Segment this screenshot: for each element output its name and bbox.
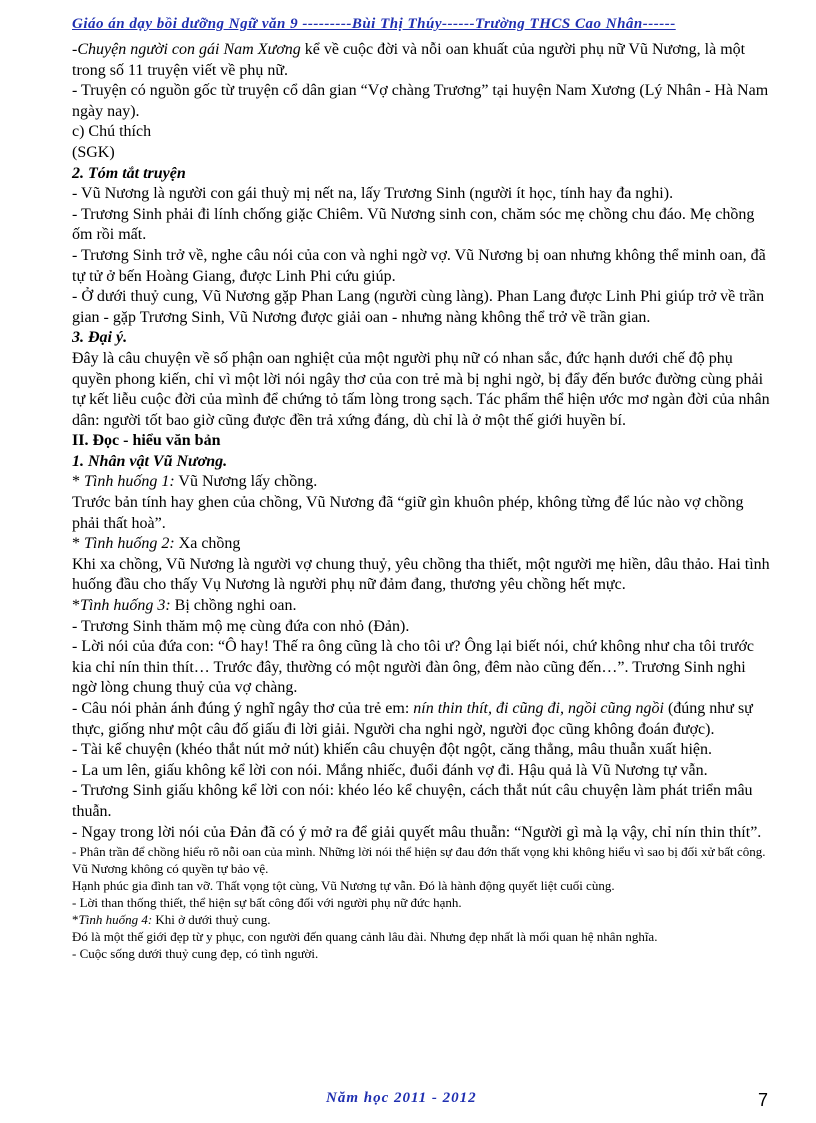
paragraph: - Lời nói của đứa con: “Ô hay! Thế ra ông cũng là cho tôi ư? Ông lại biết nói, chứ không như cha tôi trước kia chỉ nín thin thít… Trước đây, thường có một người đàn ông, đêm nào cũng đến…”. Trương Sinh nghi ngờ lòng chung thuỷ của vợ chàng. — [72, 638, 755, 697]
text: Vũ Nương lấy chồng. — [174, 473, 318, 491]
bullet: * — [72, 597, 80, 615]
page-number: 7 — [758, 1090, 769, 1110]
paragraph: - Trương Sinh giấu không kể lời con nói: khéo léo kể chuyện, cách thắt nút câu chuyện làm phát triển mâu thuẫn. — [72, 782, 753, 820]
paragraph: - Ở dưới thuỷ cung, Vũ Nương gặp Phan Lang (người cùng làng). Phan Lang được Linh Phi giúp trở về trần gian - gặp Trương Sinh, Vũ Nương được giải oan - nhưng nàng không thể trở về trần gian. — [72, 288, 765, 326]
text: Khi ở dưới thuỷ cung. — [152, 912, 271, 928]
situation-label: Tình huống 1: — [84, 473, 175, 491]
paragraph: Đây là câu chuyện về số phận oan nghiệt của một người phụ nữ có nhan sắc, đức hạnh dưới chế độ phụ quyền phong kiến, chỉ vì một lời nói ngây thơ của con trẻ mà bị nghi ngờ, bị đẩy đến bước đường cùng phải tự kết liễu cuộc đời của mình để chứng tỏ tấm lòng trong sạch. Tác phẩm thể hiện ước mơ ngàn đời của nhân dân: người tốt bao giờ cũng được đền trả xứng đáng, dù chỉ là ở một thế giới huyền bí. — [72, 349, 770, 429]
paragraph — [72, 534, 772, 555]
section-heading: 3. Đại ý. — [72, 329, 128, 347]
document-body — [72, 40, 772, 962]
paragraph: - Trương Sinh trở về, nghe câu nói của con và nghi ngờ vợ. Vũ Nương bị oan nhưng không thể minh oan, đã tự tử ở bến Hoàng Giang, được Linh Phi cứu giúp. — [72, 246, 766, 285]
small-paragraph: - Lời than thống thiết, thể hiện sự bất công đối với người phụ nữ đức hạnh. — [72, 895, 462, 911]
small-paragraph: - Phân trần để chồng hiểu rõ nỗi oan của mình. Những lời nói thể hiện sự đau đớn thất vọng khi không hiểu vì sao bị đối xử bất công. Vũ Nương không có quyền tự bảo vệ. — [72, 844, 766, 877]
paragraph: (SGK) — [72, 143, 115, 161]
page-footer: Năm học 2011 - 2012 — [326, 1090, 477, 1106]
paragraph: Khi xa chồng, Vũ Nương là người vợ chung thuỷ, yêu chồng tha thiết, một người mẹ hiền, dâu thảo. Hai tình huống đầu cho thấy Vụ Nương là người phụ nữ đảm đang, thương yêu chồng hết mực. — [72, 555, 770, 594]
paragraph: Trước bản tính hay ghen của chồng, Vũ Nương đã “giữ gìn khuôn phép, không từng để lúc nào vợ chồng phải thất hoà”. — [72, 494, 744, 532]
paragraph: - Ngay trong lời nói của Đản đã có ý mở ra để giải quyết mâu thuẫn: “Người gì mà lạ vậy, chỉ nín thin thít”. — [72, 823, 762, 841]
situation-label: Tình huống 2: — [84, 535, 175, 553]
small-paragraph: Đó là một thế giới đẹp từ y phục, con người đến quang cảnh lâu đài. Nhưng đẹp nhất là mối quan hệ nhân nghĩa. — [72, 929, 658, 945]
paragraph — [72, 596, 772, 617]
paragraph: - La um lên, giấu không kể lời con nói. Mắng nhiếc, đuổi đánh vợ đi. Hậu quả là Vũ Nương tự vẫn. — [72, 761, 708, 779]
text: Xa chồng — [174, 535, 241, 553]
text: - Câu nói phản ánh đúng ý nghĩ ngây thơ của trẻ em: — [72, 700, 414, 717]
quote: nín thin thít, đi cũng đi, ngồi cũng ngồi — [413, 700, 664, 717]
bullet: * — [72, 912, 79, 928]
small-paragraph: Hạnh phúc gia đình tan vỡ. Thất vọng tột cùng, Vũ Nương tự vẫn. Đó là hành động quyết liệt cuối cùng. — [72, 878, 615, 894]
paragraph — [72, 40, 772, 81]
situation-label: Tình huống 4: — [78, 912, 153, 928]
page-header: Giáo án dạy bồi dưỡng Ngữ văn 9 ---------Bùi Thị Thúy------Trường THCS Cao Nhân------ — [72, 16, 676, 32]
text: (đúng như sự thực, giống như một câu đố giấu đi lời giải. Người cha nghi ngờ, người đọc cũng không đoán được). — [72, 700, 753, 738]
section-heading: II. Đọc - hiểu văn bản — [72, 432, 221, 450]
bullet: * — [72, 473, 84, 491]
bullet: * — [72, 535, 84, 553]
paragraph: - Truyện có nguồn gốc từ truyện cổ dân gian “Vợ chàng Trương” tại huyện Nam Xương (Lý Nhân - Hà Nam ngày nay). — [72, 82, 769, 120]
situation-label: Tình huống 3: — [80, 597, 171, 615]
paragraph: - Tài kể chuyện (khéo thắt nút mở nút) khiến câu chuyện đột ngột, căng thẳng, mâu thuẫn xuất hiện. — [72, 741, 712, 759]
paragraph: - Trương Sinh thăm mộ mẹ cùng đứa con nhỏ (Đản). — [72, 617, 410, 635]
section-heading: 1. Nhân vật Vũ Nương. — [72, 452, 228, 470]
paragraph — [72, 472, 772, 493]
paragraph: c) Chú thích — [72, 123, 152, 141]
section-heading: 2. Tóm tắt truyện — [72, 164, 186, 182]
story-title: -Chuyện người con gái Nam Xương — [72, 41, 301, 58]
text: Bị chồng nghi oan. — [170, 597, 297, 615]
paragraph: - Trương Sinh phải đi lính chống giặc Chiêm. Vũ Nương sinh con, chăm sóc mẹ chồng chu đáo. Mẹ chồng ốm rồi mất. — [72, 205, 755, 244]
paragraph: - Vũ Nương là người con gái thuỳ mị nết na, lấy Trương Sinh (người ít học, tính hay đa nghi). — [72, 185, 674, 203]
paragraph — [72, 699, 772, 740]
small-paragraph — [72, 911, 772, 928]
text: kể về cuộc đời và nỗi oan khuất của người phụ nữ Vũ Nương, là một trong số 11 truyện viết về phụ nữ. — [72, 41, 746, 79]
small-paragraph: - Cuộc sống dưới thuỷ cung đẹp, có tình người. — [72, 946, 319, 962]
